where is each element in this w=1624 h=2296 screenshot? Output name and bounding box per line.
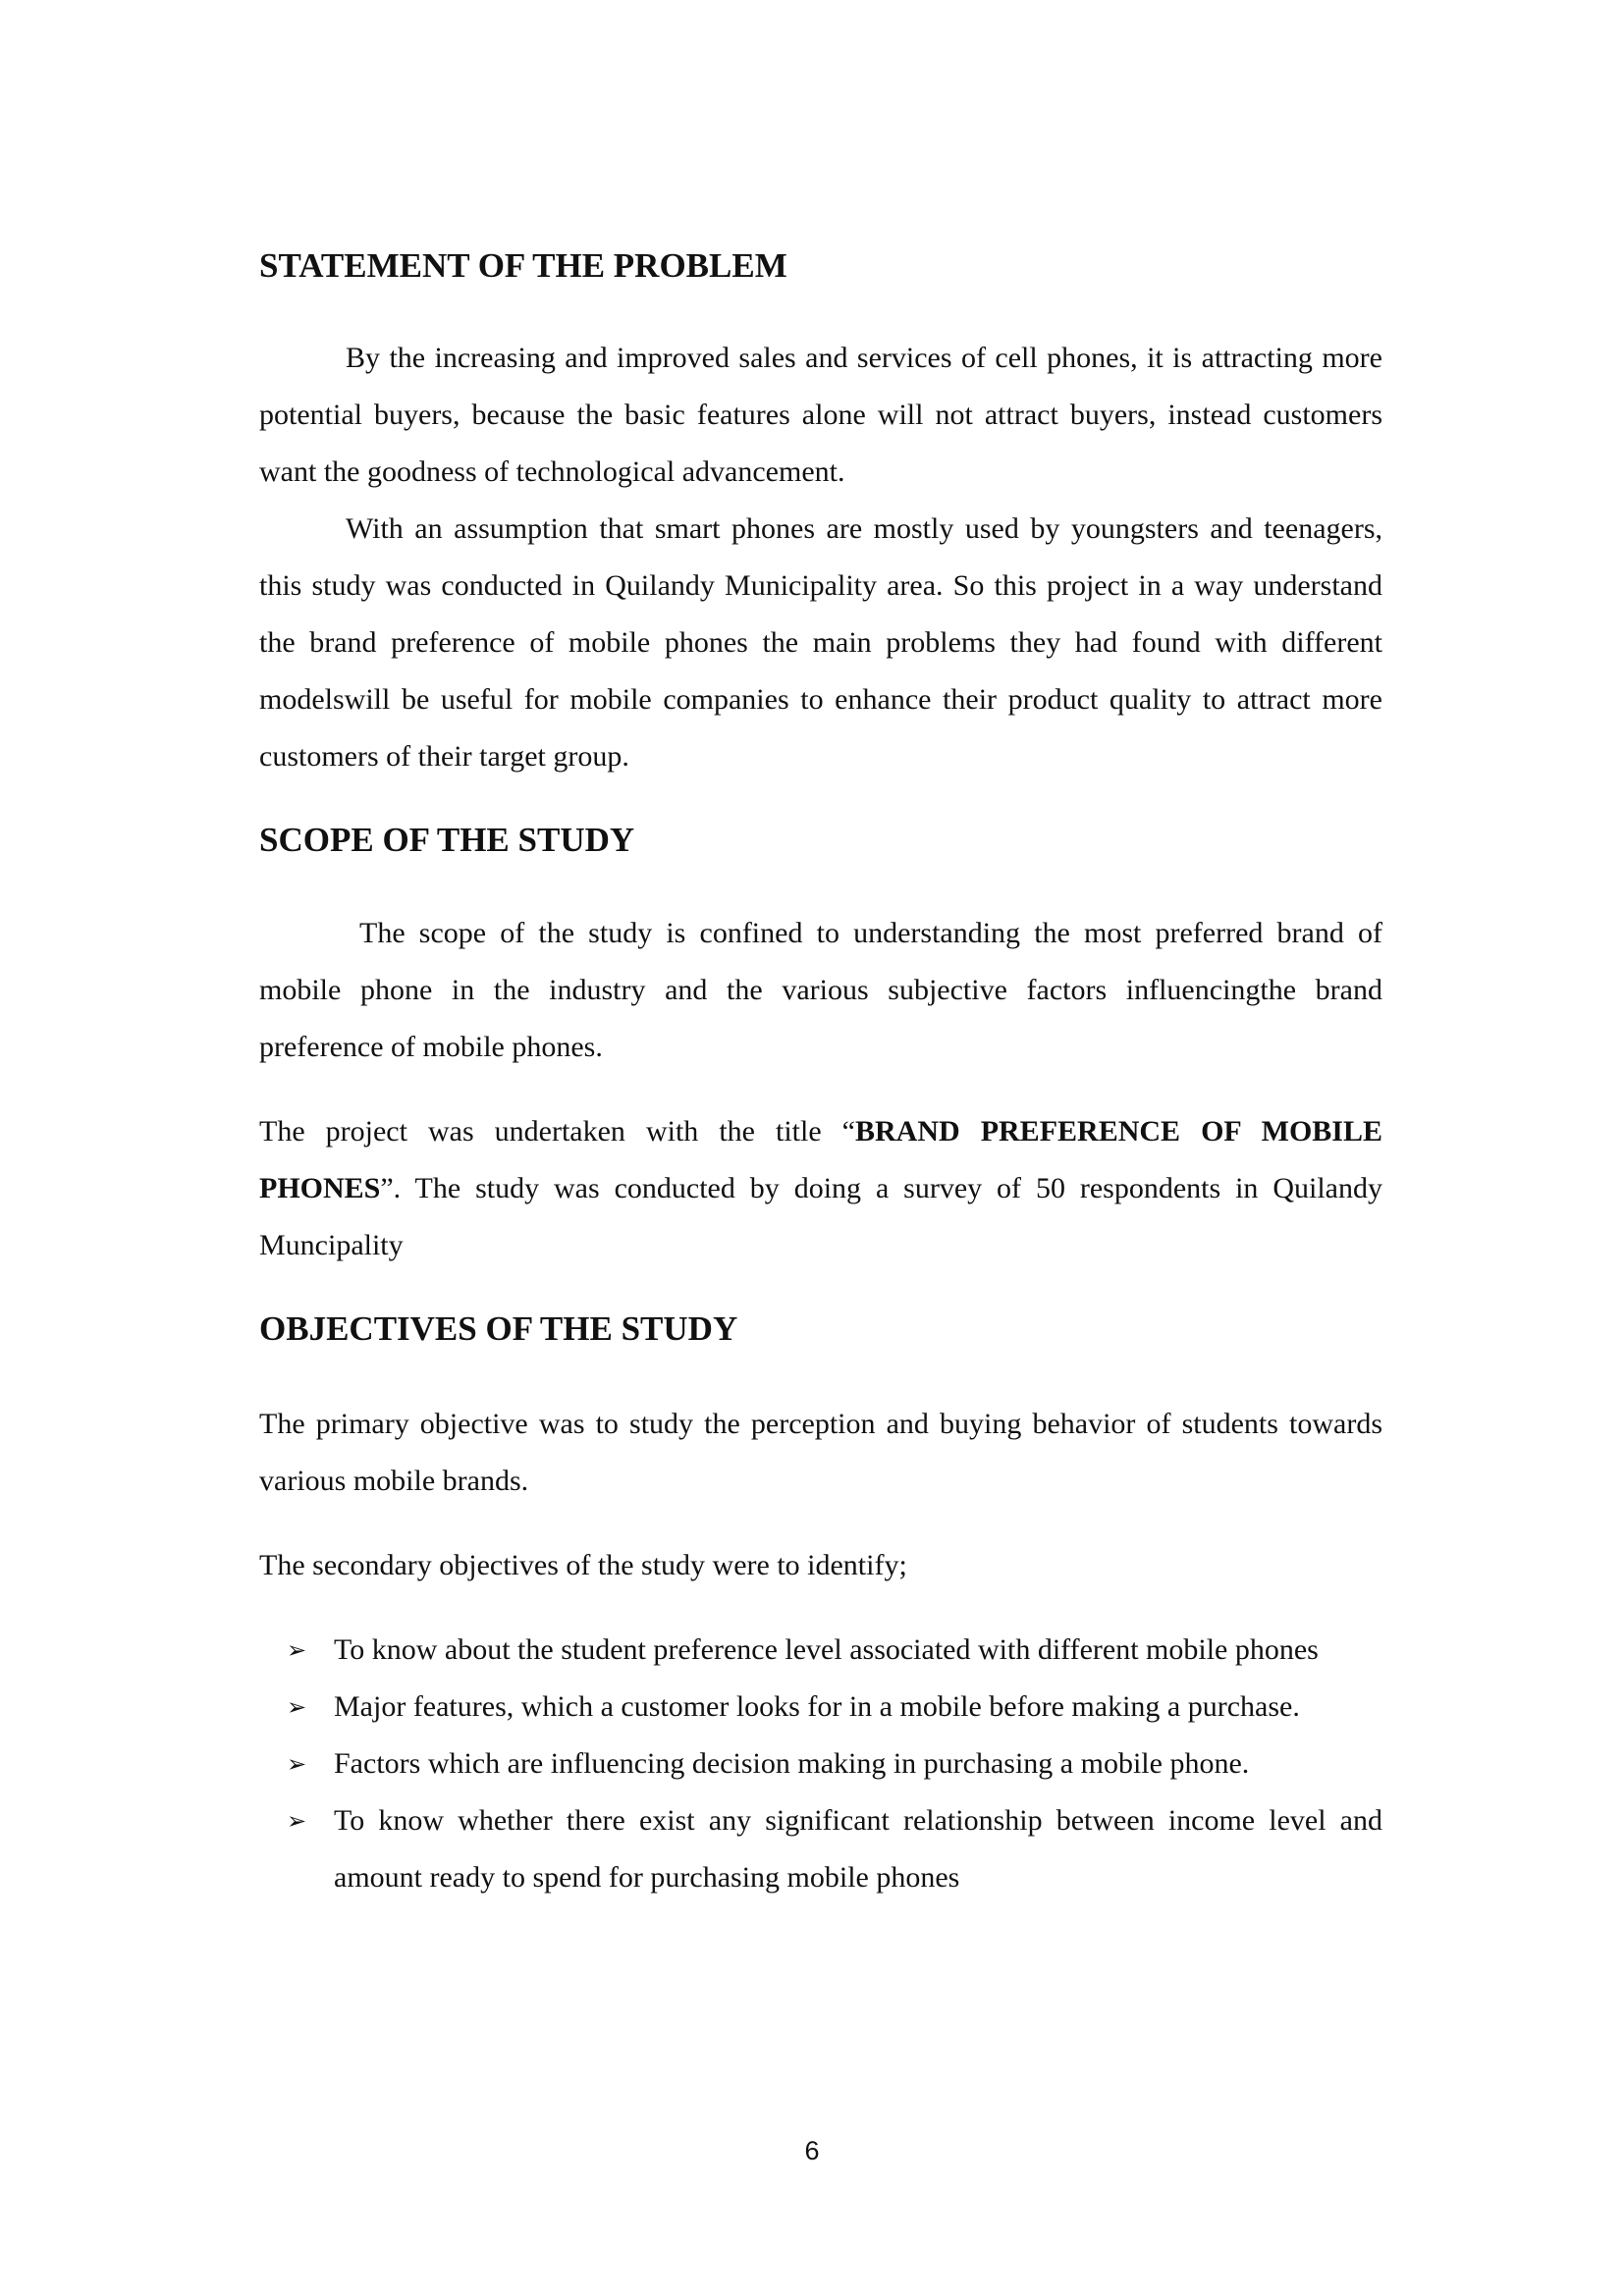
scope-text-before-title: The project was undertaken with the title “ (259, 1115, 855, 1148)
arrow-bullet-icon: ➢ (287, 1636, 307, 1664)
arrow-bullet-icon: ➢ (287, 1750, 307, 1778)
list-item-text: Major features, which a customer looks for in a mobile before making a purchase. (334, 1690, 1300, 1723)
list-item-text: Factors which are influencing decision making in purchasing a mobile phone. (334, 1747, 1250, 1780)
list-item (287, 1792, 1382, 1906)
project-title: BRAND PREFERENCE OF MOBILE PHONES (259, 1115, 1382, 1204)
list-item-text: To know whether there exist any significant relationship between income level and amount ready to spend for purchasing mobile phones (334, 1804, 1382, 1894)
arrow-bullet-icon: ➢ (287, 1693, 307, 1721)
statement-paragraph-1: By the increasing and improved sales and services of cell phones, it is attracting more potential buyers, because the basic features alone will not attract buyers, instead customers want the goodness of technological advancement. (259, 342, 1382, 488)
scope-paragraph-1: The scope of the study is confined to understanding the most preferred brand of mobile phone in the industry and the various subjective factors influencingthe brand preference of mobile phones. (259, 917, 1382, 1063)
scope-paragraph-2 (259, 1103, 1382, 1274)
list-item (287, 1735, 1382, 1792)
list-item (287, 1622, 1382, 1679)
heading-objectives-of-study: OBJECTIVES OF THE STUDY (259, 1309, 738, 1348)
page-number: 6 (804, 2136, 820, 2165)
statement-paragraph-2: With an assumption that smart phones are mostly used by youngsters and teenagers, this study was conducted in Quilandy Municipality area. So this project in a way understand the brand preference of mobile phones the main problems they had found with different modelswill be useful for mobile companies to enhance their product quality to attract more customers of their target group. (259, 512, 1382, 773)
list-item-text: To know about the student preference level associated with different mobile phones (334, 1633, 1319, 1666)
list-item (287, 1679, 1382, 1735)
secondary-objectives-intro: The secondary objectives of the study were to identify; (259, 1549, 907, 1581)
scope-text-after-title: ”. The study was conducted by doing a survey of 50 respondents in Quilandy Muncipality (259, 1172, 1382, 1261)
heading-statement-of-problem: STATEMENT OF THE PROBLEM (259, 246, 787, 285)
heading-scope-of-study: SCOPE OF THE STUDY (259, 821, 635, 859)
arrow-bullet-icon: ➢ (287, 1807, 307, 1835)
primary-objective-paragraph: The primary objective was to study the perception and buying behavior of students towards various mobile brands. (259, 1408, 1382, 1497)
objectives-list (287, 1622, 1382, 1906)
